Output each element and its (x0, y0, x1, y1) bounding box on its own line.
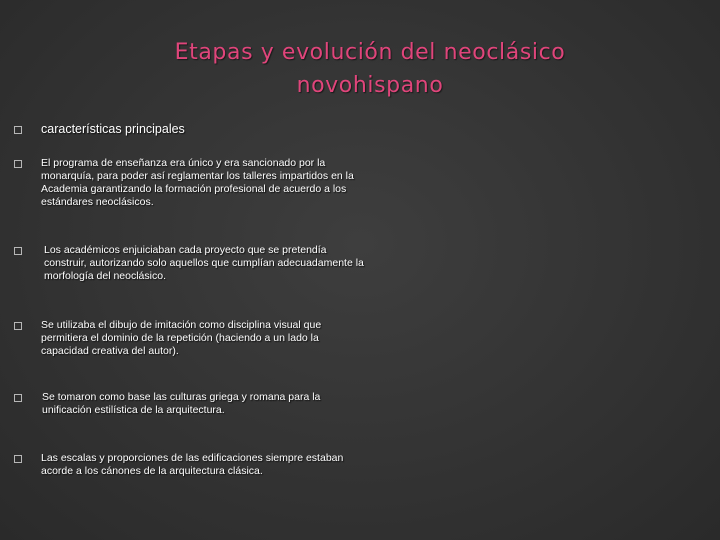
bullet-text: Los académicos enjuiciaban cada proyecto que se pretendía construir, autorizando solo aquellos que cumplían adecuadamente la morfología del neoclásico. (44, 244, 364, 282)
slide-title-line-2: novohispano (296, 73, 444, 98)
bullet-item-escalas (14, 452, 364, 478)
bullet-item-academicos (14, 244, 364, 283)
hollow-square-icon (14, 394, 22, 402)
bullet-item-dibujo (14, 319, 364, 358)
bullet-item-culturas (14, 391, 364, 417)
bullet-item-programa (14, 157, 364, 209)
hollow-square-icon (14, 322, 22, 330)
hollow-square-icon (14, 455, 22, 463)
bullet-text: Se utilizaba el dibujo de imitación como disciplina visual que permitiera el dominio de la repetición (haciendo a un lado la capacidad creativa del autor). (41, 319, 322, 357)
slide-title-line-1: Etapas y evolución del neoclásico (174, 40, 566, 65)
bullet-text: Se tomaron como base las culturas griega y romana para la unificación estilística de la arquitectura. (42, 391, 321, 416)
bullet-text: Las escalas y proporciones de las edificaciones siempre estaban acorde a los cánones de la arquitectura clásica. (41, 452, 344, 477)
bullet-text: características principales (41, 122, 185, 136)
bullet-item-caracteristicas (14, 122, 364, 137)
hollow-square-icon (14, 126, 22, 134)
hollow-square-icon (14, 160, 22, 168)
hollow-square-icon (14, 247, 22, 255)
bullet-text: El programa de enseñanza era único y era sancionado por la monarquía, para poder así reglamentar los talleres impartidos en la Academia garantizando la formación profesional de acuerdo a los estándares neoclásicos. (41, 157, 354, 208)
